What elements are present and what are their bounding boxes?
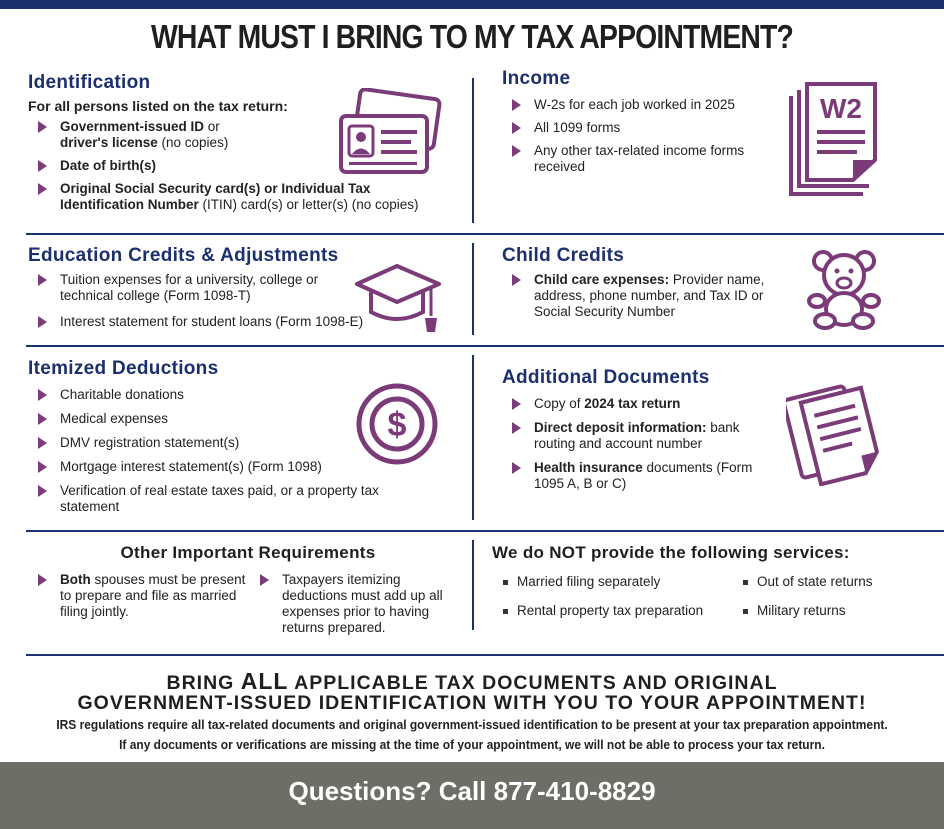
divider-vertical: [472, 540, 474, 630]
divider-horizontal: [26, 233, 944, 235]
divider-vertical: [472, 78, 474, 223]
other-requirements-section: [28, 543, 468, 563]
bring-heading-line1: BRING ALL APPLICABLE TAX DOCUMENTS AND ORIGINAL: [166, 668, 778, 694]
arrow-bullet-icon: [512, 422, 521, 434]
list-item: Military returns: [743, 603, 846, 618]
identification-title: Identification: [28, 72, 151, 93]
not-provided-list: [503, 603, 703, 618]
divider-horizontal: [26, 345, 944, 347]
list-item: Charitable donations: [28, 387, 408, 403]
itemized-title: Itemized Deductions: [28, 358, 219, 379]
list-item: Government-issued ID or driver's license (no copies): [28, 119, 448, 151]
w2-form-icon: [783, 82, 883, 198]
not-provided-title: We do NOT provide the following services:: [492, 543, 850, 562]
arrow-bullet-icon: [38, 413, 47, 425]
arrow-bullet-icon: [38, 121, 47, 133]
list-item: DMV registration statement(s): [28, 435, 408, 451]
list-item: Copy of 2024 tax return: [502, 396, 782, 412]
arrow-bullet-icon: [38, 437, 47, 449]
list-item: Both spouses must be present to prepare and file as married filing jointly.: [28, 572, 253, 620]
list-item: Any other tax-related income forms received: [502, 143, 762, 175]
not-provided-section: [492, 543, 932, 563]
list-item: Taxpayers itemizing deductions must add up all expenses prior to having returns prepared.: [250, 572, 465, 636]
id-cards-icon: [335, 88, 443, 180]
dollar-coin-icon: [355, 382, 439, 466]
list-item: W-2s for each job worked in 2025: [502, 97, 782, 113]
other-title: Other Important Requirements: [120, 543, 376, 562]
divider-vertical: [472, 355, 474, 520]
not-provided-list: [503, 574, 660, 589]
top-bar: [0, 0, 944, 9]
list-item: Married filing separately: [503, 574, 660, 589]
teddy-bear-icon: [803, 247, 885, 331]
page-title: WHAT MUST I BRING TO MY TAX APPOINTMENT?: [151, 18, 793, 55]
graduation-cap-icon: [353, 262, 443, 338]
documents-icon: [786, 378, 886, 486]
arrow-bullet-icon: [260, 574, 269, 586]
list-item: Interest statement for student loans (Form 1098-E): [28, 314, 388, 330]
arrow-bullet-icon: [38, 183, 47, 195]
irs-notice-line2: If any documents or verifications are missing at the time of your appointment, we will not be able to process your tax return.: [119, 737, 825, 752]
child-title: Child Credits: [502, 245, 625, 266]
not-provided-list: [743, 603, 846, 618]
arrow-bullet-icon: [38, 160, 47, 172]
square-bullet-icon: [743, 609, 748, 614]
list-item: Medical expenses: [28, 411, 408, 427]
additional-title: Additional Documents: [502, 367, 710, 388]
divider-horizontal: [26, 530, 944, 532]
list-item: Verification of real estate taxes paid, or a property tax statement: [28, 483, 400, 515]
list-item: Health insurance documents (Form 1095 A, B or C): [502, 460, 762, 492]
additional-section: [502, 367, 782, 492]
arrow-bullet-icon: [38, 485, 47, 497]
list-item: Rental property tax preparation: [503, 603, 703, 618]
arrow-bullet-icon: [38, 316, 47, 328]
arrow-bullet-icon: [38, 461, 47, 473]
arrow-bullet-icon: [38, 274, 47, 286]
education-section: [28, 245, 388, 330]
divider-horizontal: [26, 654, 944, 656]
identification-intro: For all persons listed on the tax return:: [28, 98, 288, 114]
other-list-left: [28, 565, 253, 620]
education-title: Education Credits & Adjustments: [28, 245, 339, 266]
bring-heading-line2: GOVERNMENT-ISSUED IDENTIFICATION WITH YOU TO YOUR APPOINTMENT!: [77, 692, 867, 714]
list-item: Child care expenses: Provider name, address, phone number, and Tax ID or Social Security Number: [502, 272, 777, 320]
list-item: Original Social Security card(s) or Individual Tax Identification Number (ITIN) card(s) or letter(s) (no copies): [28, 181, 438, 213]
arrow-bullet-icon: [512, 462, 521, 474]
square-bullet-icon: [503, 609, 508, 614]
income-title: Income: [502, 68, 571, 89]
child-section: [502, 245, 782, 320]
list-item: All 1099 forms: [502, 120, 782, 136]
arrow-bullet-icon: [512, 145, 521, 157]
not-provided-list: [743, 574, 873, 589]
svg-text:$: $: [387, 406, 407, 444]
arrow-bullet-icon: [512, 398, 521, 410]
arrow-bullet-icon: [38, 389, 47, 401]
svg-text:W2: W2: [820, 93, 862, 124]
list-item: Date of birth(s): [28, 158, 448, 174]
itemized-section: [28, 358, 408, 515]
square-bullet-icon: [743, 580, 748, 585]
square-bullet-icon: [503, 580, 508, 585]
list-item: Tuition expenses for a university, college or technical college (Form 1098-T): [28, 272, 338, 304]
arrow-bullet-icon: [512, 274, 521, 286]
footer-phone-text: Questions? Call 877-410-8829: [288, 776, 656, 806]
income-section: [502, 68, 782, 175]
arrow-bullet-icon: [512, 122, 521, 134]
list-item: Mortgage interest statement(s) (Form 1098): [28, 459, 408, 475]
divider-vertical: [472, 243, 474, 335]
arrow-bullet-icon: [512, 99, 521, 111]
list-item: Out of state returns: [743, 574, 873, 589]
irs-notice-line1: IRS regulations require all tax-related documents and original government-issued identification to be present at your tax preparation appointment.: [56, 717, 888, 732]
list-item: Direct deposit information: bank routing and account number: [502, 420, 762, 452]
other-list-right: [250, 565, 465, 636]
arrow-bullet-icon: [38, 574, 47, 586]
